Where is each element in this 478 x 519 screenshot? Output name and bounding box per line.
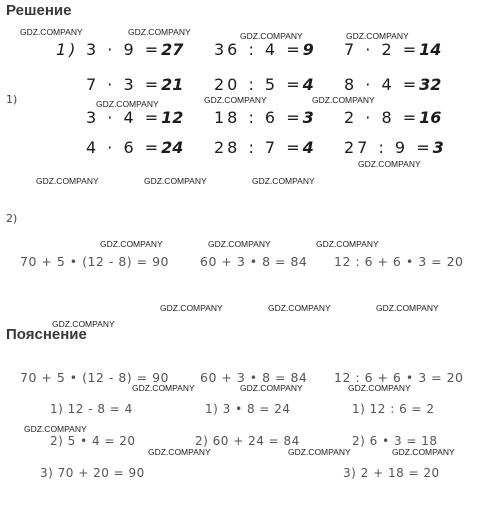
expression: 60 + 3 • 8 = 84 xyxy=(200,254,308,269)
watermark: GDZ.COMPANY xyxy=(128,27,191,37)
explanation-expression: 12 : 6 + 6 • 3 = 20 xyxy=(334,370,464,385)
watermark: GDZ.COMPANY xyxy=(268,303,331,313)
explanation-expression: 70 + 5 • (12 - 8) = 90 xyxy=(20,370,169,385)
handwritten-equation: 18 : 6 =3 xyxy=(214,108,314,127)
step: 3) 2 + 18 = 20 xyxy=(343,466,440,480)
watermark: GDZ.COMPANY xyxy=(316,239,379,249)
explanation-expression: 60 + 3 • 8 = 84 xyxy=(200,370,308,385)
watermark: GDZ.COMPANY xyxy=(252,176,315,186)
watermark: GDZ.COMPANY xyxy=(144,176,207,186)
handwritten-equation: 3 · 4 =12 xyxy=(86,108,184,127)
step: 1) 3 • 8 = 24 xyxy=(205,402,291,416)
watermark: GDZ.COMPANY xyxy=(240,383,303,393)
watermark: GDZ.COMPANY xyxy=(240,31,303,41)
task-1-label: 1) xyxy=(6,93,18,106)
expression: 12 : 6 + 6 • 3 = 20 xyxy=(334,254,464,269)
watermark: GDZ.COMPANY xyxy=(288,447,351,457)
watermark: GDZ.COMPANY xyxy=(132,383,195,393)
watermark: GDZ.COMPANY xyxy=(392,447,455,457)
watermark: GDZ.COMPANY xyxy=(100,239,163,249)
handwritten-equation: 2 · 8 =16 xyxy=(344,108,442,127)
step: 2) 5 • 4 = 20 xyxy=(50,434,136,448)
handwritten-equation: 27 : 9 =3 xyxy=(344,138,444,157)
handwritten-equation: 36 : 4 =9 xyxy=(214,40,314,59)
step: 3) 70 + 20 = 90 xyxy=(40,466,145,480)
watermark: GDZ.COMPANY xyxy=(96,99,159,109)
task-2-label: 2) xyxy=(6,212,18,225)
handwritten-equation: 4 · 6 =24 xyxy=(86,138,184,157)
watermark: GDZ.COMPANY xyxy=(20,27,83,37)
watermark: GDZ.COMPANY xyxy=(52,319,115,329)
watermark: GDZ.COMPANY xyxy=(160,303,223,313)
watermark: GDZ.COMPANY xyxy=(36,176,99,186)
step: 1) 12 : 6 = 2 xyxy=(352,402,435,416)
handwritten-equation: 28 : 7 =4 xyxy=(214,138,314,157)
watermark: GDZ.COMPANY xyxy=(376,303,439,313)
step: 1) 12 - 8 = 4 xyxy=(50,402,133,416)
step: 2) 6 • 3 = 18 xyxy=(352,434,438,448)
watermark: GDZ.COMPANY xyxy=(204,95,267,105)
watermark: GDZ.COMPANY xyxy=(208,239,271,249)
handwritten-equation: 7 · 3 =21 xyxy=(86,75,184,94)
watermark: GDZ.COMPANY xyxy=(358,159,421,169)
handwritten-item-label: 1) xyxy=(56,40,79,59)
handwritten-equation: 7 · 2 =14 xyxy=(344,40,442,59)
watermark: GDZ.COMPANY xyxy=(348,383,411,393)
handwritten-equation: 3 · 9 =27 xyxy=(86,40,184,59)
watermark: GDZ.COMPANY xyxy=(346,31,409,41)
explanation-heading: Пояснение xyxy=(6,326,87,343)
watermark: GDZ.COMPANY xyxy=(312,95,375,105)
step: 2) 60 + 24 = 84 xyxy=(195,434,300,448)
watermark: GDZ.COMPANY xyxy=(24,424,87,434)
handwritten-equation: 8 · 4 =32 xyxy=(344,75,442,94)
solution-heading: Решение xyxy=(6,2,72,19)
handwritten-equation: 20 : 5 =4 xyxy=(214,75,314,94)
expression: 70 + 5 • (12 - 8) = 90 xyxy=(20,254,169,269)
watermark: GDZ.COMPANY xyxy=(148,447,211,457)
